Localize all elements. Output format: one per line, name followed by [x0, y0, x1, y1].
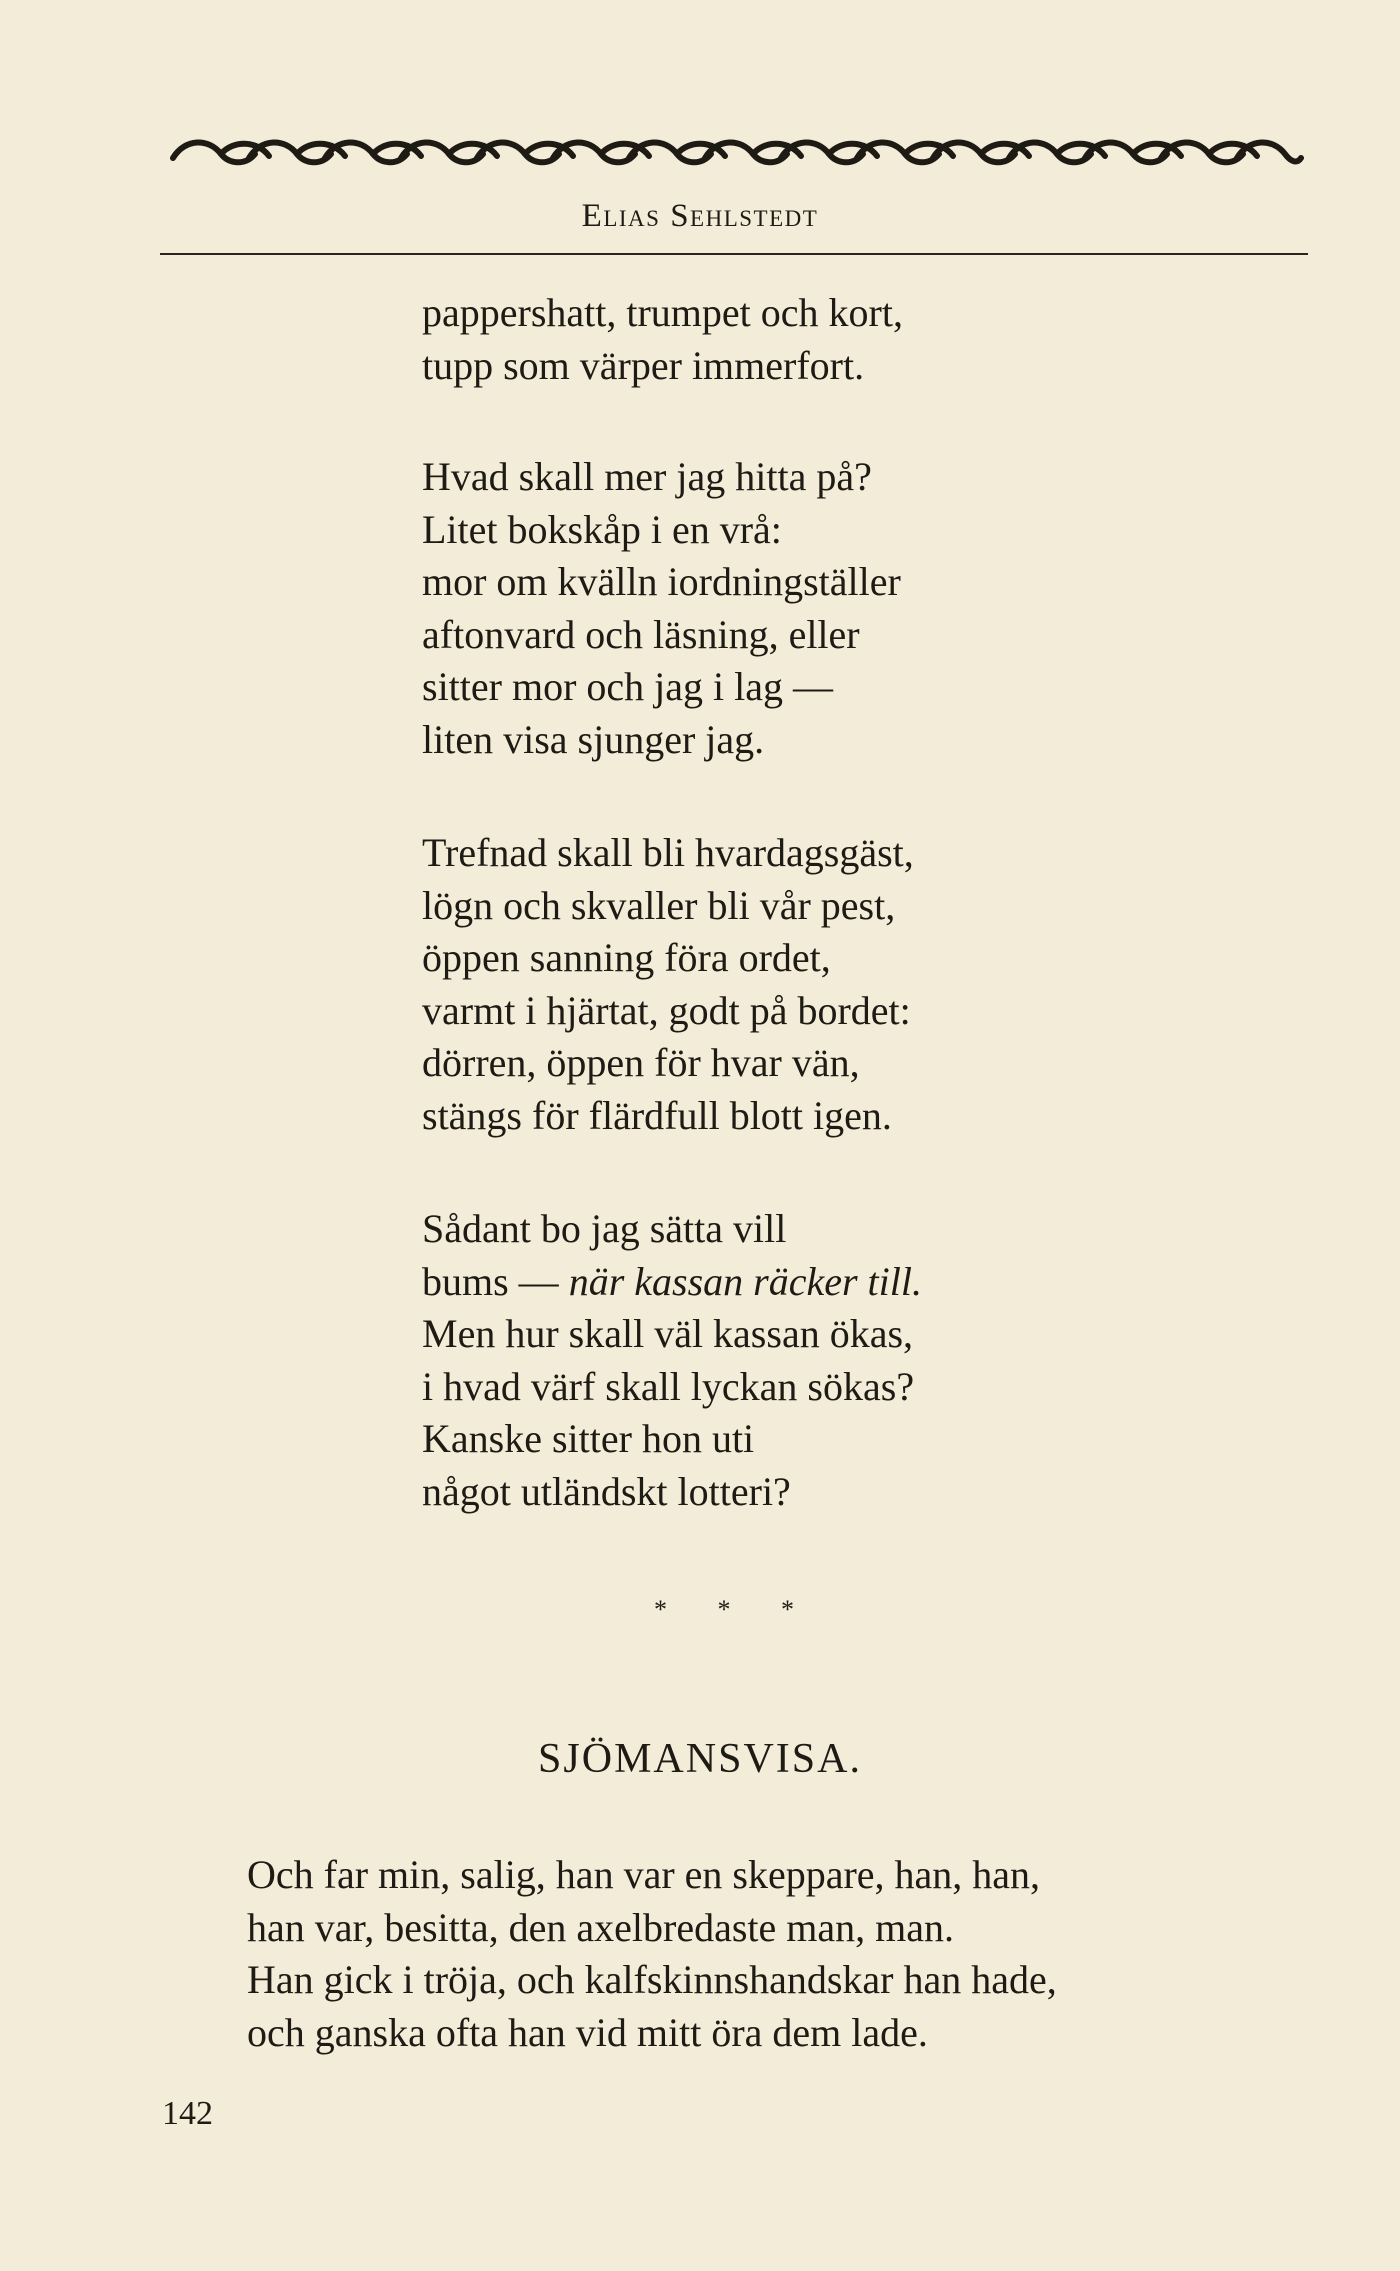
- verse-line: Sådant bo jag sätta vill: [422, 1206, 787, 1251]
- section-title: SJÖMANSVISA.: [538, 1736, 862, 1782]
- stanza-2: [422, 451, 901, 766]
- verse-line: aftonvard och läsning, eller: [422, 611, 860, 657]
- verse-line: dörren, öppen för hvar vän,: [422, 1040, 860, 1085]
- song-text: [247, 1849, 1057, 2059]
- verse-line: Men hur skall väl kassan ökas,: [422, 1311, 914, 1356]
- verse-line: pappershatt, trumpet och kort,: [422, 290, 903, 335]
- page-number: 142: [162, 2095, 213, 2132]
- verse-line: något utländskt lotteri?: [422, 1468, 791, 1514]
- stanza-4: [422, 1203, 922, 1518]
- verse-line: sitter mor och jag i lag —: [422, 664, 834, 709]
- header-rule: [160, 253, 1308, 255]
- verse-line: mor om kvälln iordningställer: [422, 559, 901, 604]
- stanza-1: [422, 287, 903, 392]
- verse-line: Kanske sitter hon uti: [422, 1416, 755, 1461]
- song-line: och ganska ofta han vid mitt öra dem lade.: [247, 2009, 928, 2055]
- verse-line: stängs för flärdfull blott igen.: [422, 1092, 892, 1138]
- verse-line: Trefnad skall bli hvardagsgäst,: [422, 830, 914, 875]
- running-header: Elias Sehlstedt: [581, 198, 819, 234]
- verse-text: bums —: [422, 1258, 569, 1304]
- verse-line: öppen sanning föra ordet,: [422, 935, 831, 980]
- stanza-3: [422, 827, 914, 1142]
- verse-line: i hvad värf skall lyckan sökas?: [422, 1363, 915, 1409]
- ornament-border: [165, 132, 1305, 176]
- italic-phrase: när kassan räcker till.: [568, 1258, 922, 1304]
- verse-line: tupp som värper immerfort.: [422, 342, 865, 388]
- verse-line: liten visa sjunger jag.: [422, 716, 765, 762]
- song-line: Han gick i tröja, och kalfskinnshandskar han hade,: [247, 1957, 1057, 2002]
- verse-line: Litet bokskåp i en vrå:: [422, 506, 782, 552]
- verse-line: [422, 1256, 922, 1309]
- verse-line: lögn och skvaller bli vår pest,: [422, 882, 896, 928]
- verse-line: Hvad skall mer jag hitta på?: [422, 454, 872, 499]
- song-line: Och far min, salig, han var en skeppare, han, han,: [247, 1852, 1041, 1897]
- song-line: han var, besitta, den axelbredaste man, man.: [247, 1904, 955, 1950]
- section-separator: * * *: [654, 1595, 816, 1624]
- verse-line: varmt i hjärtat, godt på bordet:: [422, 987, 911, 1033]
